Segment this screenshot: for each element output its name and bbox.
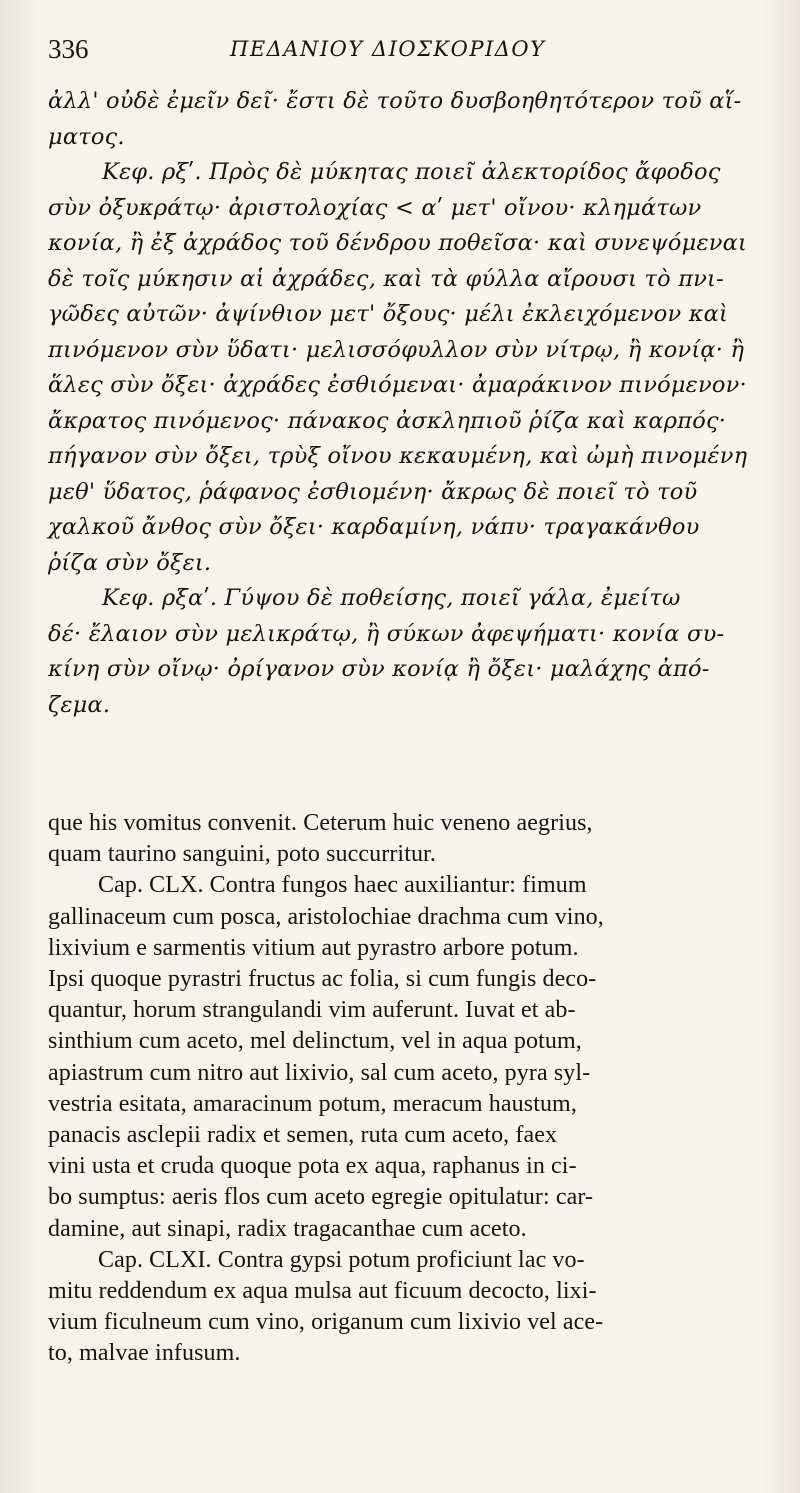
greek-line: πινόμενον σὺν ὕδατι· μελισσόφυλλον σὺν νίτρῳ, ἢ κονίᾳ· ἢ (48, 336, 745, 363)
latin-line: bo sumptus: aeris flos cum aceto egregie opitulatur: car- (48, 1184, 594, 1211)
page-header (48, 34, 760, 74)
greek-chapter-line: Κεφ. ρξαʹ. Γύψου δὲ ποθείσης, ποιεῖ γάλα, ἐμείτω (102, 585, 681, 611)
latin-paragraph (48, 808, 763, 870)
greek-chapter-line: Κεφ. ρξʹ. Πρὸς δὲ μύκητας ποιεῖ ἀλεκτορίδος ἄφοδος (102, 159, 721, 185)
latin-line: Ipsi quoque pyrastri fructus ac folia, si cum fungis deco- (48, 966, 597, 993)
page-number: 336 (48, 34, 89, 64)
greek-line: μεθ' ὕδατος, ῥάφανος ἐσθιομένη· ἄκρως δὲ ποιεῖ τὸ τοῦ (48, 478, 698, 505)
latin-line: vium ficulneum cum vino, origanum cum lixivio vel ace- (48, 1309, 604, 1336)
latin-paragraph (48, 1245, 763, 1370)
greek-line: ματος. (48, 123, 125, 150)
latin-line: panacis asclepii radix et semen, ruta cum aceto, faex (48, 1122, 558, 1149)
latin-line: vestria esitata, amaracinum potum, meracum haustum, (48, 1090, 577, 1117)
greek-line: γῶδες αὐτῶν· ἀψίνθιον μετ' ὄξους· μέλι ἐκλειχόμενον καὶ (48, 301, 729, 327)
latin-line: quam taurino sanguini, poto succurritur. (48, 841, 436, 868)
greek-line: πήγανον σὺν ὄξει, τρὺξ οἴνου κεκαυμένη, καὶ ὠμὴ πινομένη (48, 443, 748, 469)
greek-line: ἀλλ' οὐδὲ ἐμεῖν δεῖ· ἔστι δὲ τοῦτο δυσβοηθητότερον τοῦ αἵ- (48, 88, 742, 114)
greek-line: δὲ τοῖς μύκησιν αἱ ἀχράδες, καὶ τὰ φύλλα αἴρουσι τὸ πνι- (48, 265, 724, 292)
greek-paragraph (48, 155, 763, 581)
latin-line: vini usta et cruda quoque pota ex aqua, raphanus in ci- (48, 1153, 577, 1180)
greek-paragraph (48, 581, 763, 723)
greek-line: ἄκρατος πινόμενος· πάνακος ἀσκληπιοῦ ῥίζα καὶ καρπός· (48, 407, 727, 434)
latin-paragraph (48, 870, 763, 1244)
greek-line: δέ· ἔλαιον σὺν μελικράτῳ, ἢ σύκων ἀφεψήματι· κονία συ- (48, 620, 725, 647)
greek-text-block (48, 84, 763, 723)
greek-paragraph (48, 84, 763, 155)
latin-chapter-line: Cap. CLX. Contra fungos haec auxiliantur: fimum (98, 872, 587, 899)
latin-line: to, malvae infusum. (48, 1340, 241, 1367)
latin-line: que his vomitus convenit. Ceterum huic veneno aegrius, (48, 810, 593, 836)
greek-line: ζεμα. (48, 691, 111, 718)
latin-line: apiastrum cum nitro aut lixivio, sal cum aceto, pyra syl- (48, 1059, 591, 1086)
greek-line: κονία, ἢ ἐξ ἀχράδος τοῦ δένδρου ποθεῖσα· καὶ συνεψόμεναι (48, 230, 748, 256)
latin-line: mitu reddendum ex aqua mulsa aut ficuum decocto, lixi- (48, 1278, 597, 1305)
greek-line: κίνη σὺν οἴνῳ· ὀρίγανον σὺν κονίᾳ ἢ ὄξει· μαλάχης ἀπό- (48, 656, 710, 682)
greek-line: χαλκοῦ ἄνθος σὺν ὄξει· καρδαμίνη, νάπυ· τραγακάνθου (48, 514, 700, 540)
running-title: ΠΕΔΑΝΙΟΥ ΔΙΟΣΚΟΡΙΔΟΥ (230, 37, 546, 61)
greek-line: σὺν ὀξυκράτῳ· ἀριστολοχίας < αʹ μετ' οἴνου· κλημάτων (48, 194, 702, 221)
latin-line: quantur, horum strangulandi vim auferunt. Iuvat et ab- (48, 997, 576, 1024)
latin-line: damine, aut sinapi, radix tragacanthae cum aceto. (48, 1215, 527, 1242)
latin-line: gallinaceum cum posca, aristolochiae drachma cum vino, (48, 903, 604, 930)
latin-text-block (48, 808, 763, 1370)
latin-line: sinthium cum aceto, mel delinctum, vel in aqua potum, (48, 1028, 582, 1055)
greek-line: ῥίζα σὺν ὄξει. (48, 549, 212, 576)
latin-chapter-line: Cap. CLXI. Contra gypsi potum proficiunt lac vo- (98, 1246, 585, 1273)
latin-line: lixivium e sarmentis vitium aut pyrastro arbore potum. (48, 934, 579, 961)
greek-line: ἅλες σὺν ὄξει· ἀχράδες ἐσθιόμεναι· ἀμαράκινον πινόμενον· (48, 372, 747, 398)
